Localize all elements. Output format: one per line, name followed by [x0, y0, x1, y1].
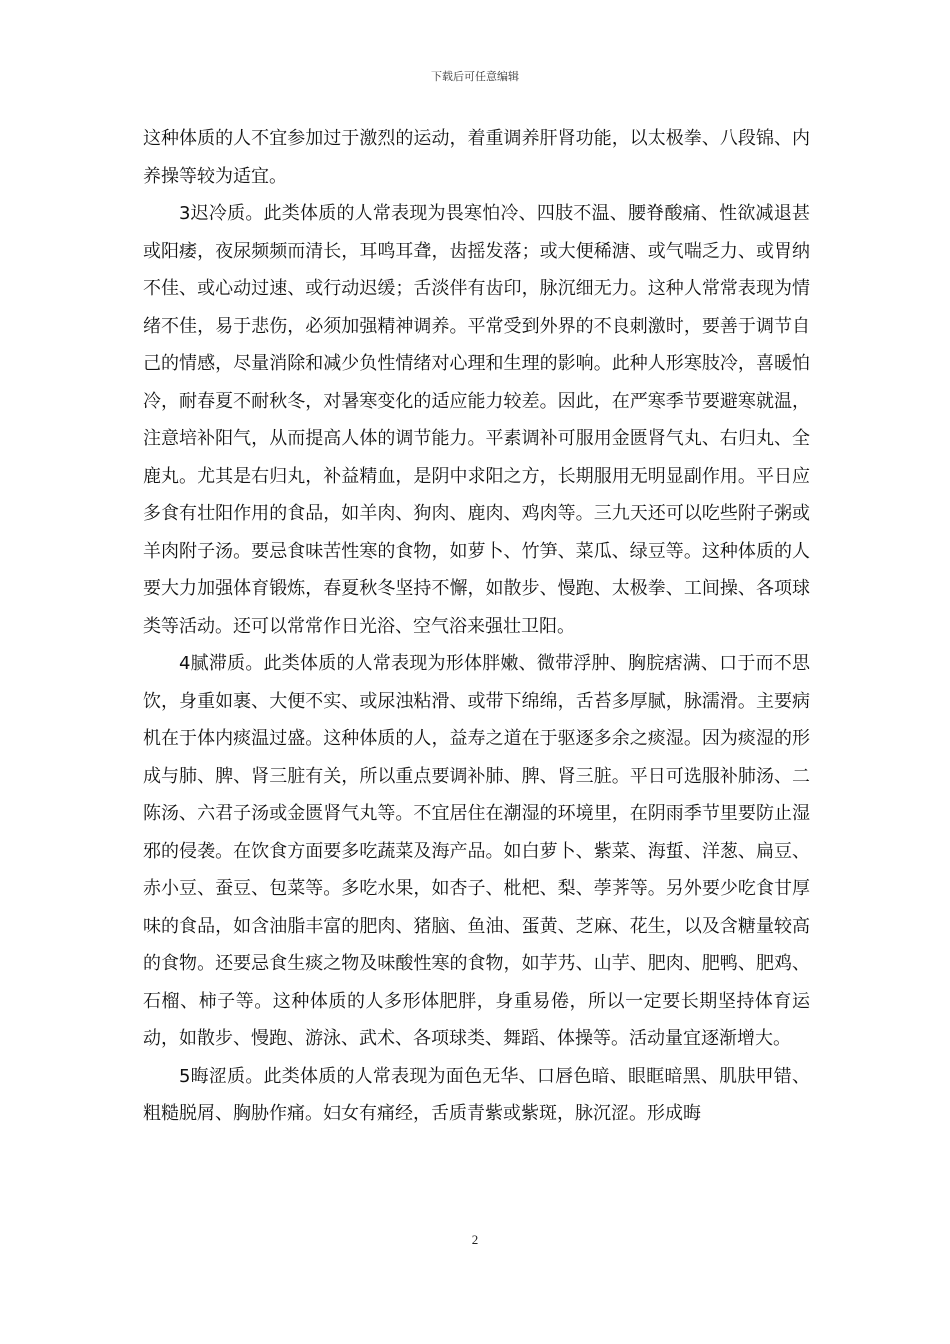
paragraph-greasy-constitution: 4腻滞质。此类体质的人常表现为形体胖嫩、微带浮肿、胸脘痞满、口于而不思饮，身重如裹、大便不实、或尿浊粘滑、或带下绵绵，舌苔多厚腻，脉濡滑。主要病机在于体内痰温过盛。这种体质的人，益寿之道在于驱逐多余之痰湿。因为痰湿的形成与肺、脾、肾三脏有关，所以重点要调补肺、脾、肾三脏。平日可选服补肺汤、二陈汤、六君子汤或金匮肾气丸等。不宜居住在潮湿的环境里，在阴雨季节里要防止湿邪的侵袭。在饮食方面要多吃蔬菜及海产品。如白萝卜、紫菜、海蜇、洋葱、扁豆、赤小豆、蚕豆、包菜等。多吃水果，如杏子、枇杷、梨、荸荠等。另外要少吃食甘厚味的食品，如含油脂丰富的肥肉、猪脑、鱼油、蛋黄、芝麻、花生，以及含糖量较高的食物。还要忌食生痰之物及味酸性寒的食物，如芋艿、山芋、肥肉、肥鸭、肥鸡、石榴、柿子等。这种体质的人多形体肥胖，身重易倦，所以一定要长期坚持体育运动，如散步、慢跑、游泳、武术、各项球类、舞蹈、体操等。活动量宜逐渐增大。 — [143, 653, 810, 1049]
page-header: 下载后可任意编辑 — [431, 70, 519, 83]
paragraph-stagnant-constitution: 5晦涩质。此类体质的人常表现为面色无华、口唇色暗、眼眶暗黑、肌肤甲错、粗糙脱屑、胸胁作痛。妇女有痛经，舌质青紫或紫斑，脉沉涩。形成晦 — [143, 1065, 810, 1124]
page-number: 2 — [471, 1232, 479, 1247]
body-text — [143, 120, 810, 1133]
paragraph-continuation: 这种体质的人不宜参加过于激烈的运动，着重调养肝肾功能，以太极拳、八段锦、内养操等较为适宜。 — [143, 128, 810, 187]
paragraph-cold-constitution: 3迟冷质。此类体质的人常表现为畏寒怕冷、四肢不温、腰脊酸痛、性欲减退甚或阳痿，夜尿频频而清长，耳鸣耳聋，齿摇发落；或大便稀溏、或气喘乏力、或胃纳不佳、或心动过速、或行动迟缓；舌淡伴有齿印，脉沉细无力。这种人常常表现为情绪不佳，易于悲伤，必须加强精神调养。平常受到外界的不良刺激时，要善于调节自己的情感，尽量消除和减少负性情绪对心理和生理的影响。此种人形寒肢冷，喜暖怕冷，耐春夏不耐秋冬，对暑寒变化的适应能力较差。因此，在严寒季节要避寒就温，注意培补阳气，从而提高人体的调节能力。平素调补可服用金匮肾气丸、右归丸、全鹿丸。尤其是右归丸，补益精血，是阴中求阳之方，长期服用无明显副作用。平日应多食有壮阳作用的食品，如羊肉、狗肉、鹿肉、鸡肉等。三九天还可以吃些附子粥或羊肉附子汤。要忌食味苦性寒的食物，如萝卜、竹笋、菜瓜、绿豆等。这种体质的人要大力加强体育锻炼，春夏秋冬坚持不懈，如散步、慢跑、太极拳、工间操、各项球类等活动。还可以常常作日光浴、空气浴来强壮卫阳。 — [143, 203, 810, 637]
